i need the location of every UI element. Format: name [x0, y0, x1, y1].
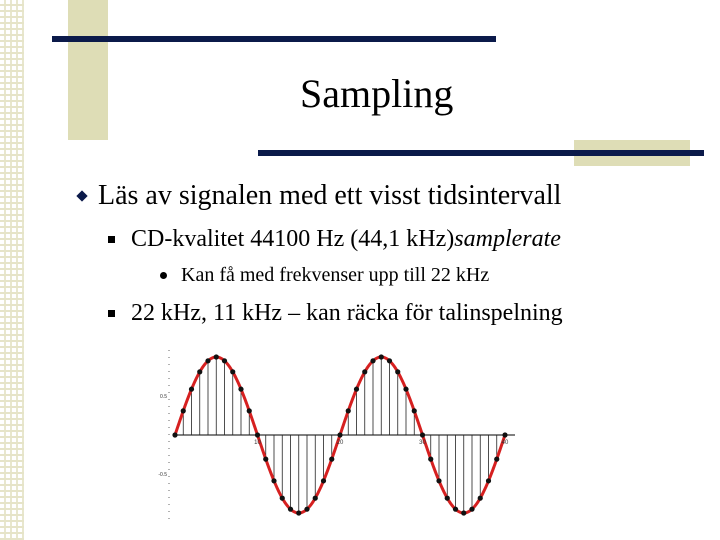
sample-point — [494, 457, 499, 462]
decorative-block-top — [68, 0, 108, 140]
bullet-cd-text: CD-kvalitet 44100 Hz (44,1 kHz) — [131, 226, 455, 252]
sample-point — [247, 408, 252, 413]
x-tick-label: 40 — [501, 440, 509, 446]
sample-point — [329, 457, 334, 462]
x-tick-label: 10 — [254, 440, 261, 446]
sample-point — [436, 478, 441, 483]
sampled-sine-chart — [150, 345, 540, 530]
sample-point — [420, 432, 425, 437]
bullet-level3 — [160, 264, 489, 287]
sample-point — [486, 478, 491, 483]
sample-point — [453, 507, 458, 512]
sample-point — [263, 457, 268, 462]
left-decorative-stripe — [0, 0, 24, 540]
sample-point — [502, 432, 507, 437]
sample-point — [214, 354, 219, 359]
sample-point — [379, 354, 384, 359]
sample-point — [181, 408, 186, 413]
bullet-level2-speech — [108, 300, 563, 327]
sample-point — [172, 432, 177, 437]
diamond-bullet-icon — [76, 190, 87, 201]
sample-point — [445, 496, 450, 501]
bullet-level1-text: Läs av signalen med ett visst tidsintervall — [98, 180, 562, 211]
square-bullet-icon — [108, 310, 115, 317]
tick-labels — [158, 394, 509, 478]
y-tick-label: 0.5 — [160, 394, 167, 400]
sample-point — [222, 358, 227, 363]
bullet-level1 — [78, 180, 561, 212]
bullet-speech-text: 22 kHz, 11 kHz – kan räcka för talinspelning — [131, 300, 563, 326]
sample-point — [296, 510, 301, 515]
sample-point — [288, 507, 293, 512]
bullet-cd-italic: samplerate — [454, 226, 561, 252]
sample-point — [313, 496, 318, 501]
bullet-level3-text: Kan få med frekvenser upp till 22 kHz — [181, 264, 490, 286]
y-tick-label: -0.5 — [158, 472, 167, 478]
sample-point — [230, 369, 235, 374]
dot-bullet-icon — [160, 272, 167, 279]
x-tick-label: 30 — [419, 440, 426, 446]
sample-point — [280, 496, 285, 501]
sample-point — [205, 358, 210, 363]
sample-point — [461, 510, 466, 515]
sample-point — [354, 387, 359, 392]
square-bullet-icon — [108, 236, 115, 243]
sample-point — [321, 478, 326, 483]
sample-point — [197, 369, 202, 374]
sample-point — [395, 369, 400, 374]
sample-point — [346, 408, 351, 413]
sample-point — [387, 358, 392, 363]
sample-point — [271, 478, 276, 483]
sample-point — [362, 369, 367, 374]
bullet-level2-cd — [108, 226, 561, 253]
title-rule-top — [52, 36, 496, 42]
sample-point — [304, 507, 309, 512]
x-tick-label: 20 — [336, 440, 344, 446]
title-rule-bottom — [258, 150, 704, 156]
sample-point — [403, 387, 408, 392]
sample-point — [255, 432, 260, 437]
sample-point — [469, 507, 474, 512]
sample-point — [370, 358, 375, 363]
sample-point — [428, 457, 433, 462]
slide-title: Sampling — [300, 71, 454, 116]
sample-point — [412, 408, 417, 413]
sample-point — [189, 387, 194, 392]
sample-point — [478, 496, 483, 501]
sample-point — [238, 387, 243, 392]
sample-point — [337, 432, 342, 437]
